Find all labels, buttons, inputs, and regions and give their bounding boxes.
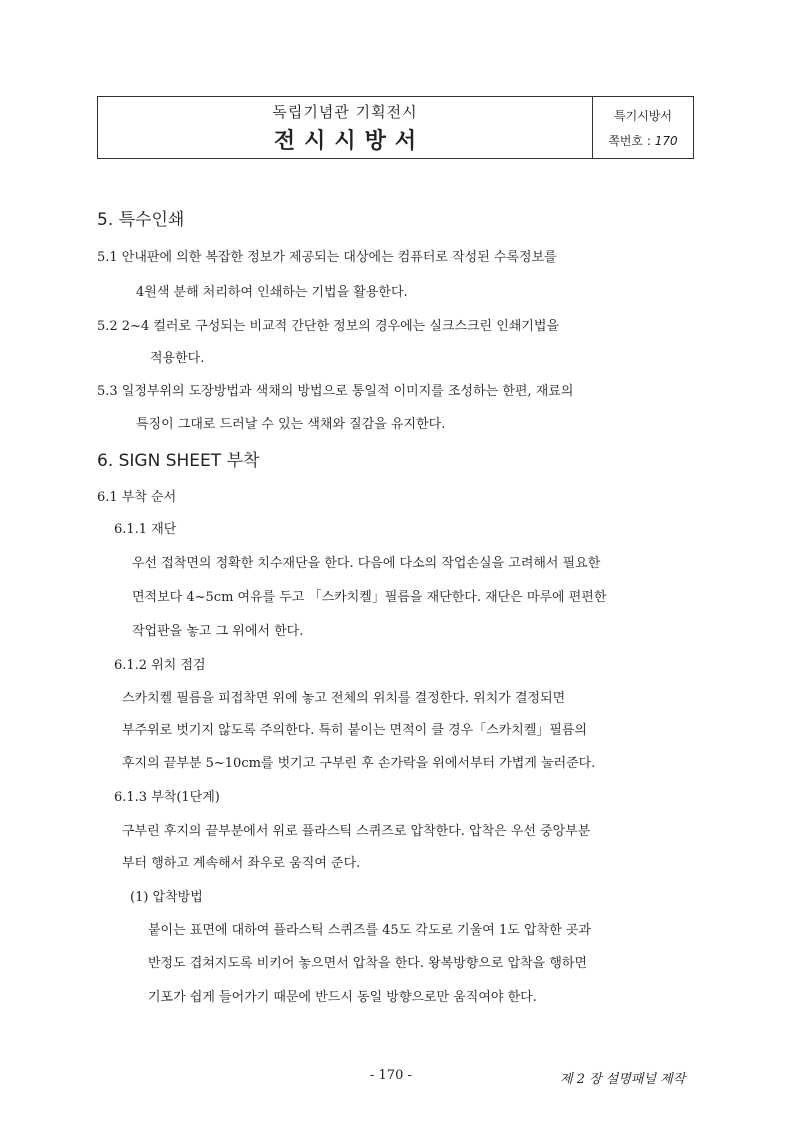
section-6-1-1-line-3: 작업판을 놓고 그 위에서 한다. (132, 624, 304, 639)
page-number-label: 쪽번호 : (608, 133, 651, 148)
section-5-heading: 5. 특수인쇄 (97, 210, 185, 230)
footer-page-number: - 170 - (370, 1068, 412, 1083)
header-title-cell (98, 97, 593, 158)
section-6-1-1-heading: 6.1.1 재단 (114, 522, 177, 537)
section-6-1-3-line-1: 구부린 후지의 끝부분에서 위로 플라스틱 스퀴즈로 압착한다. 압착은 우선 중앙부분 (122, 824, 591, 839)
section-5-1-line-2: 4원색 분해 처리하여 인쇄하는 기법을 활용한다. (136, 285, 408, 300)
header-subtitle: 독립기념관 기획전시 (272, 102, 418, 121)
section-6-heading: 6. SIGN SHEET 부착 (97, 451, 260, 471)
header-side-cell (593, 97, 693, 158)
section-6-1-2-heading: 6.1.2 위치 점검 (114, 658, 206, 673)
header-title: 전시시방서 (273, 128, 426, 154)
document-header (97, 96, 694, 159)
section-6-1-1-line-2: 면적보다 4~5cm 여유를 두고 「스카치켈」필름을 재단한다. 재단은 마루에 편편한 (132, 590, 607, 605)
spec-type-label: 특기시방서 (614, 108, 672, 123)
section-5-3-line-1: 5.3 일정부위의 도장방법과 색채의 방법으로 통일적 이미지를 조성하는 한편, 재료의 (97, 384, 574, 399)
section-5-3-line-2: 특징이 그대로 드러날 수 있는 색채와 질감을 유지한다. (136, 417, 446, 432)
section-5-2-line-1: 5.2 2~4 컬러로 구성되는 비교적 간단한 정보의 경우에는 실크스크린 인쇄기법을 (97, 319, 560, 334)
section-6-1-3-sub-line-3: 기포가 쉽게 들어가기 때문에 반드시 동일 방향으로만 움직여야 한다. (148, 990, 537, 1005)
section-6-1-3-heading: 6.1.3 부착(1단계) (114, 790, 220, 805)
section-6-1-3-sub-line-2: 반정도 겹쳐지도록 비키어 놓으면서 압착을 한다. 왕복방향으로 압착을 행하면 (148, 956, 588, 971)
section-6-1-1-line-1: 우선 접착면의 정확한 치수재단을 한다. 다음에 다소의 작업손실을 고려해서 필요한 (132, 556, 601, 571)
section-6-1-2-line-1: 스카치켈 필름을 피접착면 위에 놓고 전체의 위치를 결정한다. 위치가 결정되면 (122, 691, 566, 706)
page-number-value: 170 (654, 133, 678, 148)
section-6-1-2-line-2: 부주위로 벗기지 않도록 주의한다. 특히 붙이는 면적이 클 경우「스카치켈」필름의 (122, 723, 588, 738)
section-5-2-line-2: 적용한다. (150, 351, 205, 366)
section-6-1-2-line-3: 후지의 끝부분 5~10cm를 벗기고 구부린 후 손가락을 위에서부터 가볍게 눌러준다. (122, 756, 596, 771)
section-6-1-3-sub-heading: (1) 압착방법 (130, 890, 203, 905)
section-6-1-3-sub-line-1: 붙이는 표면에 대하여 플라스틱 스퀴즈를 45도 각도로 기울여 1도 압착한 곳과 (148, 923, 591, 938)
section-5-1-line-1: 5.1 안내판에 의한 복잡한 정보가 제공되는 대상에는 컴퓨터로 작성된 수록정보를 (97, 250, 557, 265)
page-number-field (608, 132, 677, 149)
footer-chapter-title: 제 2 장 설명패널 제작 (560, 1072, 686, 1087)
section-6-1-heading: 6.1 부착 순서 (97, 490, 177, 505)
section-6-1-3-line-2: 부터 행하고 계속해서 좌우로 움직여 준다. (122, 856, 361, 871)
